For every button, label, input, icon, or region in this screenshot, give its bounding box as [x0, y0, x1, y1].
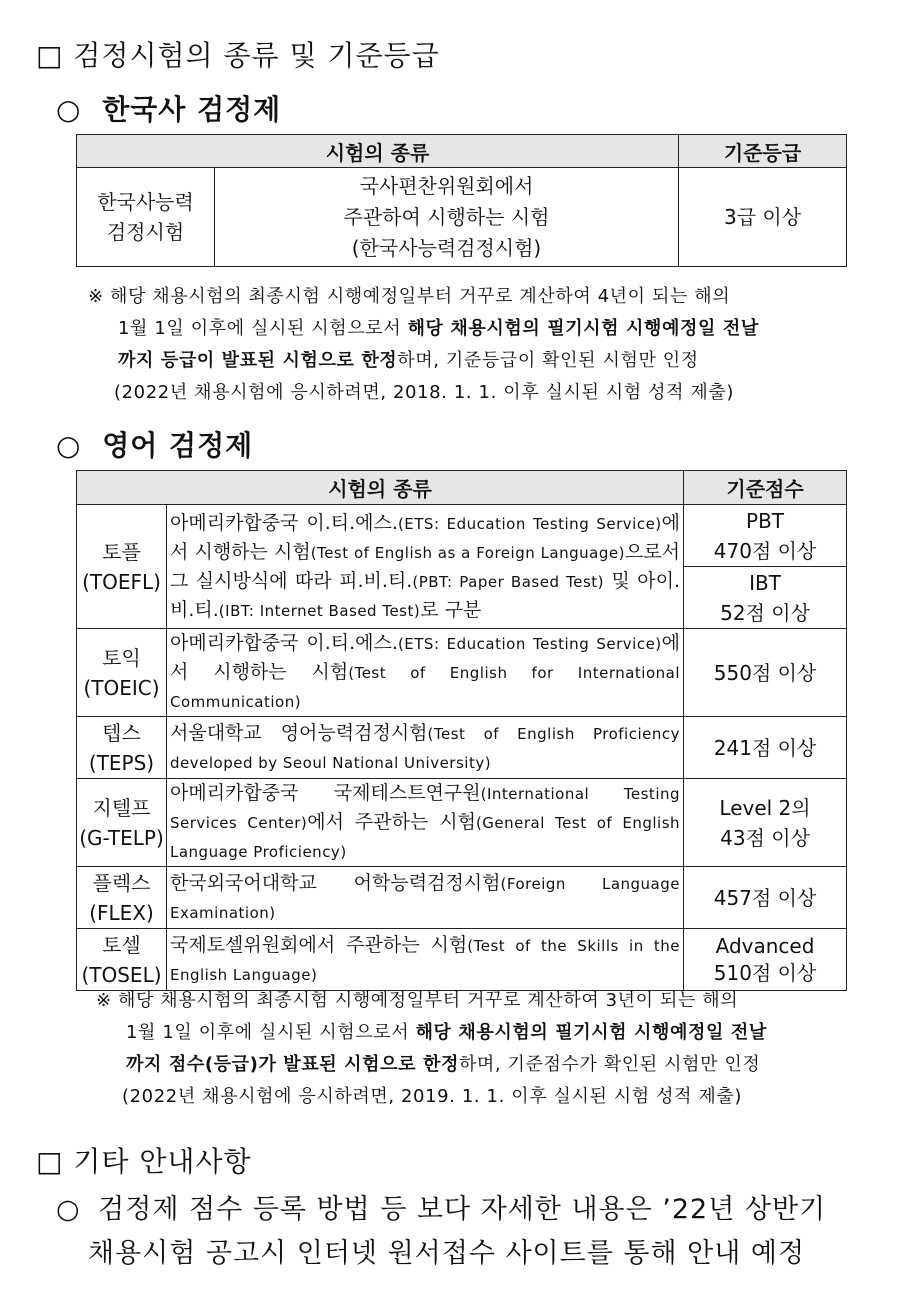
- exam-description-english-text: (Test of English for International Communication): [170, 664, 681, 711]
- score-line: PBT: [746, 508, 785, 533]
- subheading-korean-history: [56, 88, 281, 128]
- exam-score-tosel: [684, 929, 847, 991]
- exam-description-korean-text: 로 구분: [420, 598, 482, 621]
- exam-description-english-text: (ETS: Education Testing Service): [397, 635, 662, 653]
- exam-name-gtelp: [77, 779, 167, 867]
- score-line: 470점 이상: [713, 538, 817, 563]
- exam-name-teps: [77, 717, 167, 779]
- exam-score-teps: [684, 717, 847, 779]
- exam-description-korean-text: 아메리카합중국 이.티.에스.: [170, 511, 398, 534]
- note-line: [88, 345, 853, 377]
- english-exam-table: [76, 470, 847, 991]
- note-line: [96, 1017, 861, 1049]
- exam-name-line: 토셀: [102, 932, 141, 957]
- exam-abbr: (FLEX): [89, 900, 154, 925]
- exam-grade: 3급 이상: [679, 168, 847, 267]
- exam-name-flex: [77, 867, 167, 929]
- exam-description-english-text: (ETS: Education Testing Service): [397, 514, 662, 533]
- exam-description-line: (한국사능력검정시험): [351, 235, 542, 260]
- note-line: (2022년 채용시험에 응시하려면, 2018. 1. 1. 이후 실시된 시험 성적 제출): [114, 382, 735, 403]
- exam-description-english-text: (General Test of English Language Proficiency): [170, 814, 681, 861]
- exam-name-line: 플렉스: [92, 870, 151, 895]
- note-text: 하며, 기준등급이 확인된 시험만 인정: [397, 350, 699, 371]
- exam-score-flex: [684, 867, 847, 929]
- score-line: IBT: [749, 570, 781, 595]
- exam-description-korean-text: 아메리카합중국 국제테스트연구원: [170, 782, 481, 804]
- exam-description-flex: [167, 867, 684, 929]
- exam-name: [77, 168, 215, 267]
- note-bold-text: 해당 채용시험의 필기시험 시행예정일 전날: [415, 1022, 767, 1043]
- exam-description-line: 주관하여 시행하는 시험: [343, 204, 550, 229]
- score-line: 241점 이상: [713, 735, 817, 760]
- other-info-body: [56, 1188, 886, 1276]
- exam-abbr: (TOEFL): [82, 569, 161, 594]
- exam-name-line: 토플: [102, 539, 141, 564]
- table-header-score: 기준점수: [684, 471, 847, 505]
- exam-abbr: (TOSEL): [81, 962, 162, 987]
- exam-name-line: 지텔프: [92, 795, 151, 820]
- exam-description-english-text: (PBT: Paper Based Test): [412, 572, 605, 591]
- exam-score-gtelp: [684, 779, 847, 867]
- exam-description-korean-text: 아메리카합중국 이.티.에스.: [170, 632, 398, 654]
- note-line: [88, 313, 853, 345]
- other-info-line: [56, 1188, 886, 1232]
- exam-description-english-text: (Test of the Skills in the English Language): [170, 936, 681, 984]
- other-info-text: 검정제 점수 등록 방법 등 보다 자세한 내용은 ’22년 상반기: [98, 1194, 827, 1225]
- exam-description-korean-text: 국제토셀위원회에서 주관하는 시험: [170, 933, 468, 956]
- exam-description-english-text: (International Testing Services Center): [170, 785, 681, 832]
- exam-name-line: 한국사능력: [97, 190, 194, 214]
- score-line: 43점 이상: [720, 825, 810, 850]
- note-line: (2022년 채용시험에 응시하려면, 2019. 1. 1. 이후 실시된 시험 성적 제출): [122, 1086, 743, 1107]
- note-text: 하며, 기준점수가 확인된 시험만 인정: [458, 1054, 761, 1075]
- exam-name-line: 텝스: [102, 720, 141, 745]
- exam-name-toeic: [77, 629, 167, 717]
- note-bold-text: 까지 점수(등급)가 발표된 시험으로 한정: [126, 1054, 459, 1075]
- subheading-english-label: 영어 검정제: [102, 429, 254, 462]
- exam-name-line: 검정시험: [106, 220, 185, 244]
- exam-description-korean-text: 으로서 그 실시방식에 따라 피.비.티.: [170, 540, 681, 592]
- note-line: ※ 해당 채용시험의 최종시험 시행예정일부터 거꾸로 계산하여 4년이 되는 해의: [88, 286, 731, 307]
- other-info-line: 채용시험 공고시 인터넷 원서접수 사이트를 통해 안내 예정: [88, 1238, 806, 1269]
- exam-score-toefl-pbt: [684, 505, 847, 567]
- exam-abbr: (TEPS): [88, 750, 155, 775]
- english-note: [96, 985, 861, 1113]
- note-line: ※ 해당 채용시험의 최종시험 시행예정일부터 거꾸로 계산하여 3년이 되는 해의: [96, 990, 739, 1011]
- note-text: 1월 1일 이후에 실시된 시험으로서: [126, 1022, 416, 1043]
- exam-description-line: 국사편찬위원회에서: [359, 173, 534, 198]
- exam-description-korean-text: 서울대학교 영어능력검정시험: [170, 721, 428, 744]
- exam-name-line: 토익: [102, 645, 141, 670]
- circle-bullet-icon: ○: [56, 429, 82, 462]
- exam-description-tosel: [167, 929, 684, 991]
- circle-bullet-icon: ○: [56, 1194, 81, 1225]
- note-bold-text: 해당 채용시험의 필기시험 시행예정일 전날: [407, 318, 759, 339]
- exam-description-english-text: (Test of English as a Foreign Language): [310, 543, 625, 562]
- exam-description-english-text: (Foreign Language Examination): [170, 874, 680, 922]
- exam-score-toeic: [684, 629, 847, 717]
- section-heading-other-info: □ 기타 안내사항: [36, 1145, 252, 1178]
- score-line: 510점 이상: [713, 960, 817, 985]
- score-line: 52점 이상: [720, 600, 810, 625]
- circle-bullet-icon: ○: [56, 93, 82, 126]
- exam-name-toefl: [77, 505, 167, 629]
- exam-description-english-text: (IBT: Internet Based Test): [218, 601, 421, 620]
- exam-description-toeic: [167, 629, 684, 717]
- exam-name-tosel: [77, 929, 167, 991]
- score-line: 457점 이상: [713, 885, 817, 910]
- exam-description-teps: [167, 717, 684, 779]
- score-line: Advanced: [715, 933, 815, 958]
- exam-description-korean-text: 한국외국어대학교 어학능력검정시험: [170, 871, 501, 894]
- table-header-grade: 기준등급: [679, 135, 847, 168]
- exam-description-korean-text: 에서 시행하는 시험: [170, 632, 681, 683]
- korean-history-table: [76, 134, 847, 267]
- note-line: [96, 1049, 861, 1081]
- exam-abbr: (TOEIC): [83, 675, 160, 700]
- table-header-exam-type: 시험의 종류: [77, 135, 679, 168]
- exam-score-toefl-ibt: [684, 567, 847, 629]
- exam-description-korean-text: 에서 시행하는 시험: [170, 511, 681, 563]
- exam-abbr: (G-TELP): [79, 825, 164, 850]
- score-line: 550점 이상: [713, 660, 817, 685]
- exam-description-gtelp: [167, 779, 684, 867]
- table-header-exam-type: 시험의 종류: [77, 471, 684, 505]
- exam-description-english-text: (Test of English Proficiency developed by Seoul National University): [170, 724, 681, 772]
- exam-description-toefl: [167, 505, 684, 629]
- section-heading-exam-types: □ 검정시험의 종류 및 기준등급: [36, 39, 440, 72]
- note-text: 1월 1일 이후에 실시된 시험으로서: [118, 318, 408, 339]
- score-line: Level 2의: [719, 795, 811, 820]
- note-bold-text: 까지 등급이 발표된 시험으로 한정: [118, 350, 398, 371]
- exam-description: [215, 168, 679, 267]
- exam-description-korean-text: 에서 주관하는 시험: [307, 811, 476, 833]
- subheading-english: [56, 424, 253, 464]
- exam-description-korean-text: 및 아이.비.티.: [170, 569, 681, 621]
- korean-history-note: [88, 281, 853, 409]
- subheading-korean-history-label: 한국사 검정제: [102, 93, 282, 126]
